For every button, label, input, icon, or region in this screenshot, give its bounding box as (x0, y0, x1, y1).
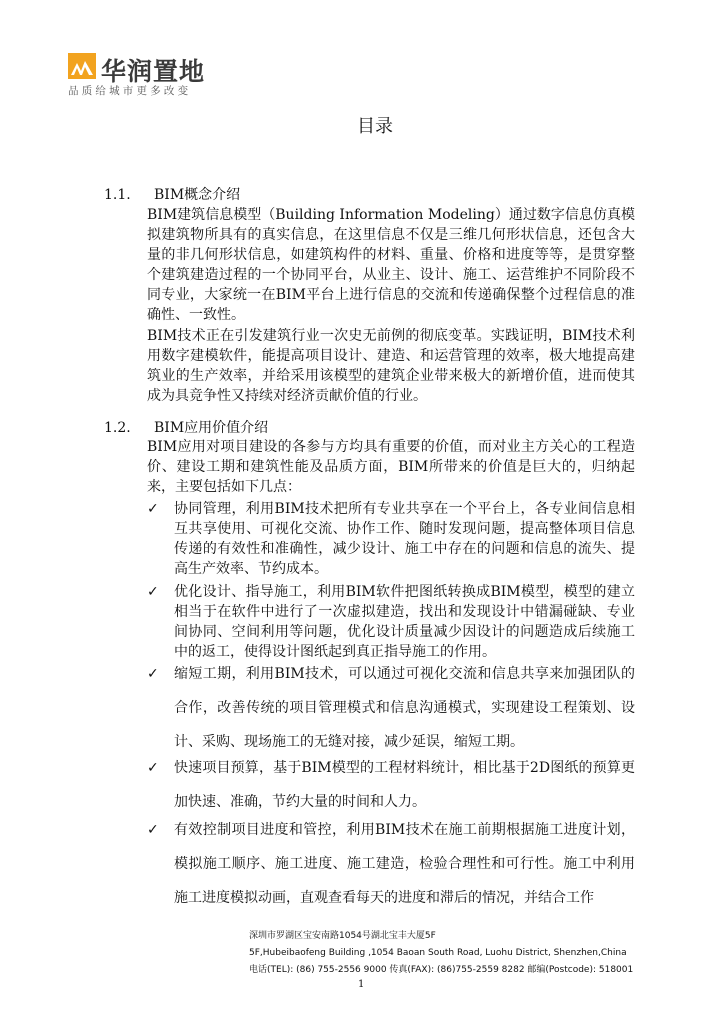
section-title: BIM应用价值介绍 (154, 420, 269, 436)
list-item (147, 664, 635, 759)
section-heading-1-1 (104, 184, 240, 204)
list-item (147, 758, 635, 819)
paragraph: BIM建筑信息模型（Building Information Modeling）通过数字信息仿真模拟建筑物所具有的真实信息，在这里信息不仅是三维几何形状信息，还包含大量的非几何形状信息，如建筑构件的材料、重量、价格和进度等等，是贯穿整个建筑建造过程的一个协同平台，从业主、设计、施工、运营维护不同阶段不同专业，大家统一在BIM平台上进行信息的交流和传递确保整个过程信息的准确性、一致性。 (147, 207, 635, 323)
paragraph: BIM技术正在引发建筑行业一次史无前例的彻底变革。实践证明，BIM技术利用数字建模软件，能提高项目设计、建造、和运营管理的效率，极大地提高建筑业的生产效率，并给采用该模型的建筑企业带来极大的新增价值，进而使其成为具竞争性又持续对经济贡献价值的行业。 (147, 328, 635, 404)
footer-address (249, 928, 633, 979)
company-logo (68, 53, 268, 98)
list-item (147, 582, 635, 662)
logo-slogan: 品质给城市更多改变 (68, 85, 192, 97)
footer-address-en: 5F,Hubeibaofeng Building ,1054 Baoan South Road, Luohu District, Shenzhen,China (249, 948, 627, 958)
section-number: 1.2. (104, 420, 131, 436)
footer-contact: 电话(TEL): (86) 755-2556 9000 传真(FAX): (86)755-2559 8282 邮编(Postcode): 518001 (249, 965, 634, 975)
list-item-text: 缩短工期，利用BIM技术，可以通过可视化交流和信息共享来加强团队的合作，改善传统的项目管理模式和信息沟通模式，实现建设工程策划、设计、采购、现场施工的无缝对接，减少延误，缩短工期。 (174, 666, 635, 750)
list-item-text: 优化设计、指导施工，利用BIM软件把图纸转换成BIM模型，模型的建立相当于在软件中进行了一次虚拟建造，找出和发现设计中错漏碰缺、专业间协同、空间利用等问题，优化设计质量减少因设计的问题造成后续施工中的返工，使得设计图纸起到真正指导施工的作用。 (174, 584, 635, 660)
logo-name: 华润置地 (101, 57, 206, 86)
list-item (147, 820, 635, 915)
section-number: 1.1. (104, 187, 131, 203)
logo-mark-icon (68, 53, 96, 79)
checkmark-icon: ✓ (147, 822, 159, 838)
checkmark-icon: ✓ (147, 584, 159, 600)
section-title: BIM概念介绍 (154, 187, 241, 203)
page-number: 1 (358, 979, 365, 990)
checkmark-icon: ✓ (147, 666, 159, 682)
list-item-text: 有效控制项目进度和管控，利用BIM技术在施工前期根据施工进度计划，模拟施工顺序、施工进度、施工建造，检验合理性和可行性。施工中利用施工进度模拟动画，直观查看每天的进度和滞后的情况，并结合工作 (174, 822, 635, 906)
footer-address-cn: 深圳市罗湖区宝安南路1054号湖北宝丰大厦5F (249, 931, 436, 941)
section-heading-1-2 (104, 417, 268, 437)
page-title: 目录 (357, 116, 393, 137)
checkmark-icon: ✓ (147, 760, 159, 776)
list-item-text: 协同管理，利用BIM技术把所有专业共享在一个平台上，各专业间信息相互共享使用、可视化交流、协作工作、随时发现问题，提高整体项目信息传递的有效性和准确性，减少设计、施工中存在的问题和信息的流失、提高生产效率、节约成本。 (174, 501, 635, 577)
list-item-text: 快速项目预算，基于BIM模型的工程材料统计，相比基于2D图纸的预算更加快速、准确，节约大量的时间和人力。 (174, 760, 635, 810)
paragraph: BIM应用对项目建设的各参与方均具有重要的价值，而对业主方关心的工程造价、建设工期和建筑性能及品质方面，BIM所带来的价值是巨大的，归纳起来，主要包括如下几点： (147, 439, 635, 495)
checkmark-icon: ✓ (147, 501, 159, 517)
list-item (147, 499, 635, 579)
